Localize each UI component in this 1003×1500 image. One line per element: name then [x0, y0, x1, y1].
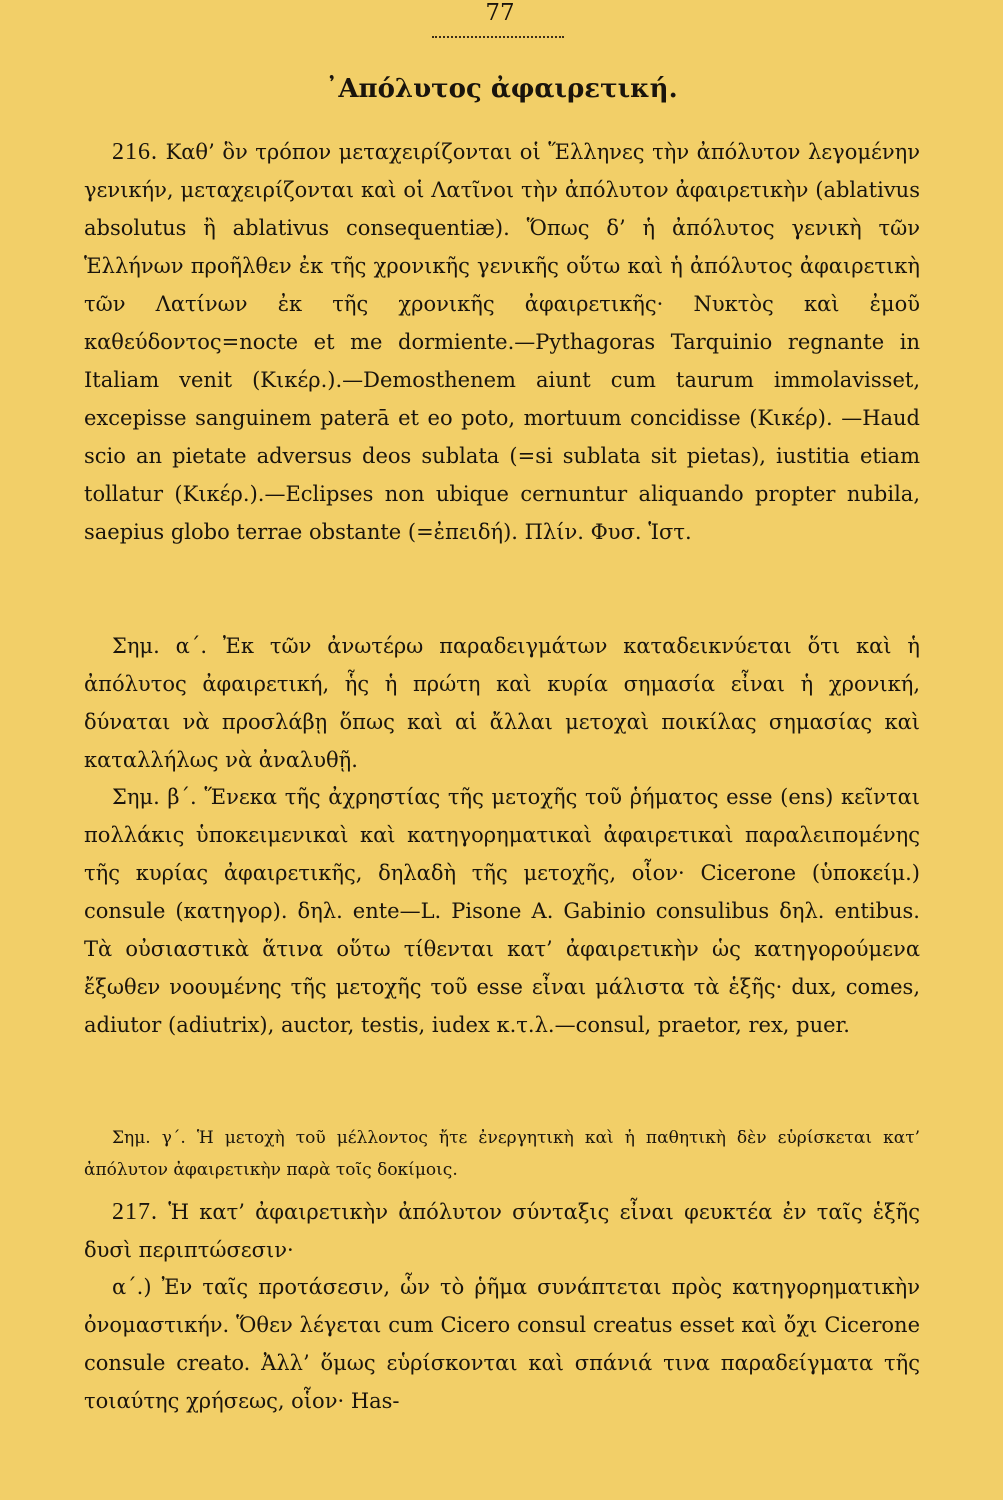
- section-heading: ᾿Απόλυτος ἀφαιρετική.: [325, 74, 678, 104]
- section-text: Καθ’ ὃν τρόπον μεταχειρίζονται οἱ Ἕλληνες τὴν ἀπόλυτον λεγομένην γενικήν, μεταχειρίζονται καὶ οἱ Λατῖνοι τὴν ἀπόλυτον ἀφαιρετικὴν (ablativus absolutus ἢ ablativus consequentiæ). Ὅπως δ’ ἡ ἀπόλυτος γενικὴ τῶν Ἑλλήνων προῆλθεν ἐκ τῆς χρονικῆς γενικῆς οὕτω καὶ ἡ ἀπόλυτος ἀφαιρετικὴ τῶν Λατίνων ἐκ τῆς χρονικῆς ἀφαιρετικῆς· Νυκτὸς καὶ ἐμοῦ καθεύδοντος=nocte et me dormiente.—Pythagoras Tarquinio regnante in Italiam venit (Κικέρ.).—Demosthenem aiunt cum taurum immolavisset, excepisse sanguinem paterā et eo poto, mortuum concidisse (Κικέρ). —Haud scio an pietate adversus deos sublata (=si sublata sit pietas), iustitia etiam tollatur (Κικέρ.).—Eclipses non ubique cernuntur aliquando propter nubila, saepius globo terrae obstante (=ἐπειδή). Πλίν. Φυσ. Ἱστ.: [84, 140, 920, 544]
- section-text: Ἡ κατ’ ἀφαιρετικὴν ἀπόλυτον σύνταξις εἶναι φευκτέα ἐν ταῖς ἑξῆς δυσὶ περιπτώσεσιν·: [84, 1200, 920, 1262]
- section-number: 216.: [112, 139, 158, 165]
- subcase-label: α΄.): [112, 1275, 152, 1299]
- note-label: Σημ. γ΄.: [112, 1128, 186, 1148]
- subcase-text: Ἐν ταῖς προτάσεσιν, ὧν τὸ ῥῆμα συνάπτεται πρὸς κατηγορηματικὴν ὀνομαστικήν. Ὅθεν λέγεται cum Cicero consul creatus esset καὶ ὄχι Cicerone consule creato. Ἀλλ’ ὅμως εὑρίσκονται καὶ σπάνιά τινα παραδείγματα τῆς τοιαύτης χρήσεως, οἷον· Has-: [84, 1275, 920, 1413]
- note-beta: [84, 778, 920, 1044]
- section-number: 217.: [112, 1199, 158, 1225]
- note-label: Σημ. α΄.: [112, 634, 208, 658]
- note-alpha: [84, 627, 920, 779]
- page-number: 77: [485, 0, 515, 26]
- note-text: Ἡ μετοχὴ τοῦ μέλλοντος ἤτε ἐνεργητικὴ καὶ ἡ παθητικὴ δὲν εὑρίσκεται κατ’ ἀπόλυτον ἀφαιρετικὴν παρὰ τοῖς δοκίμοις.: [84, 1128, 921, 1180]
- paragraph-217: [84, 1193, 920, 1269]
- note-label: Σημ. β΄.: [112, 785, 197, 809]
- note-text: Ἕνεκα τῆς ἀχρηστίας τῆς μετοχῆς τοῦ ῥήματος esse (ens) κεῖνται πολλάκις ὑποκειμενικαὶ καὶ κατηγορηματικαὶ ἀφαιρετικαὶ παραλειπομένης τῆς κυρίας ἀφαιρετικῆς, δηλαδὴ τῆς μετοχῆς, οἷον· Cicerone (ὑποκείμ.) consule (κατηγορ). δηλ. ente—L. Pisone A. Gabinio consulibus δηλ. entibus. Τὰ οὐσιαστικὰ ἅτινα οὕτω τίθενται κατ’ ἀφαιρετικὴν ὡς κατηγορούμενα ἔξωθεν νοουμένης τῆς μετοχῆς τοῦ esse εἶναι μάλιστα τὰ ἑξῆς· dux, comes, adiutor (adiutrix), auctor, testis, iudex κ.τ.λ.—consul, praetor, rex, puer.: [84, 785, 920, 1037]
- subcase-alpha: [84, 1268, 920, 1420]
- header-divider: [432, 36, 564, 38]
- paragraph-216: [84, 133, 920, 551]
- note-text: Ἐκ τῶν ἀνωτέρω παραδειγμάτων καταδεικνύεται ὅτι καὶ ἡ ἀπόλυτος ἀφαιρετική, ἧς ἡ πρώτη καὶ κυρία σημασία εἶναι ἡ χρονική, δύναται νὰ προσλάβῃ ὅπως καὶ αἱ ἄλλαι μετοχαὶ ποικίλας σημασίας καὶ καταλλήλως νὰ ἀναλυθῇ.: [84, 634, 920, 772]
- note-gamma: [84, 1122, 920, 1186]
